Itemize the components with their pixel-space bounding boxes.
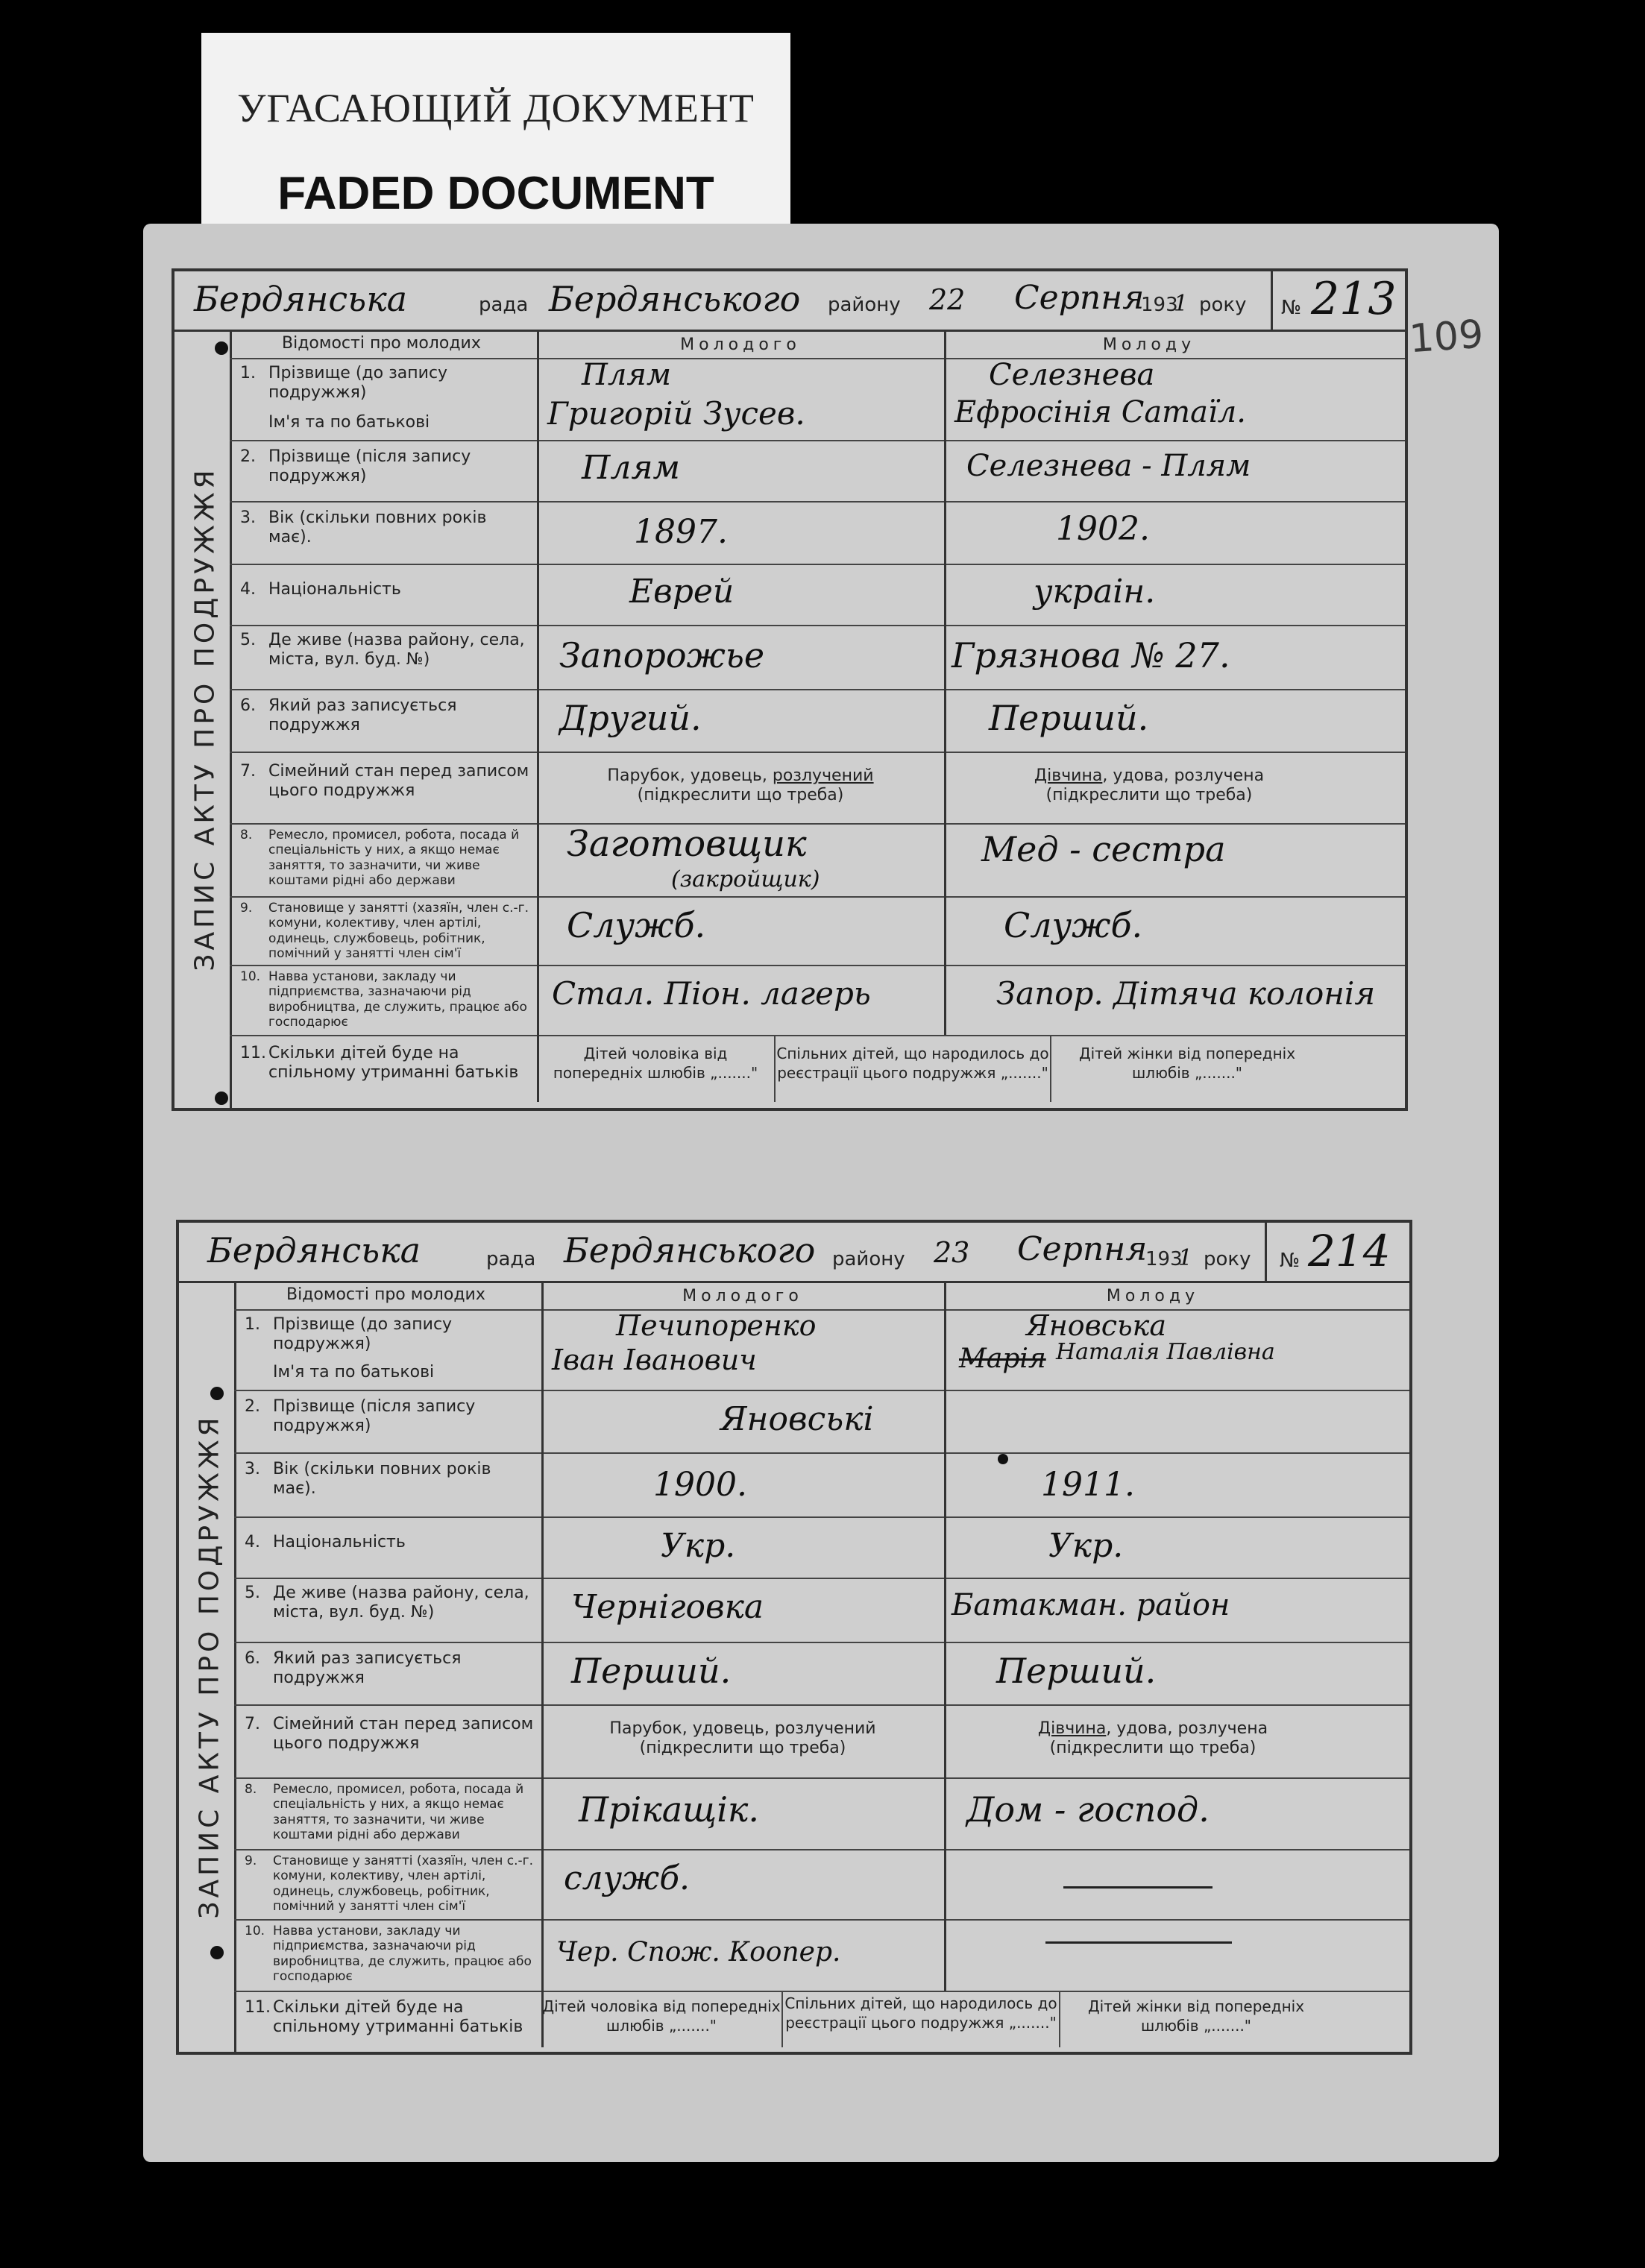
groom-header: Молодого	[682, 1287, 803, 1305]
bride-position-dash	[1063, 1886, 1212, 1889]
question-5-label: Де живе (назва району, села, міста, вул. буд. №)	[268, 631, 525, 669]
info-header: Відомості про молодих	[282, 334, 481, 353]
groom-marital-note: (підкреслити що треба)	[639, 1739, 846, 1757]
year-prefix: 193	[1145, 1248, 1183, 1270]
question-10-row: 10. Навва установи, закладу чи підприємства, зазначаючи рід виробництва, де служить, працює або господарює Стал. Піон. лагерь Запор. Дітяча колонія	[230, 965, 1405, 1036]
bride-surname-after: Селезнева - Плям	[966, 449, 1251, 483]
bride-nationality: Укр.	[1048, 1527, 1124, 1565]
question-7-label: Сімейний стан перед записом цього подружжя	[273, 1715, 534, 1753]
groom-residence: Запорожье	[559, 635, 765, 675]
groom-surname-before: Печипоренко	[616, 1309, 817, 1342]
record-number: 214	[1308, 1226, 1391, 1276]
q11-common-children: Спільних дітей, що народилось до реєстрації цього подружжя „......."	[776, 1035, 1051, 1102]
q11-common-children: Спільних дітей, що народилось до реєстрації цього подружжя „......."	[783, 1991, 1060, 2047]
question-3-label: Вік (скільки повних років має).	[268, 508, 487, 546]
bride-marital-note: (підкреслити що треба)	[1045, 786, 1253, 804]
bride-name-struck: Марія	[959, 1344, 1046, 1374]
bride-residence: Батакман. район	[952, 1588, 1230, 1622]
groom-occupation: Прікащік.	[579, 1789, 760, 1830]
bride-surname-before: Селезнева	[989, 358, 1155, 392]
groom-marital-note: (підкреслити що треба)	[637, 786, 844, 804]
bride-nationality: украін.	[1034, 573, 1156, 611]
bride-name: Ефросінія Сатаїл.	[954, 395, 1246, 429]
groom-times: Перший.	[571, 1651, 732, 1691]
number-label: №	[1281, 297, 1302, 319]
question-3-row: 3. Вік (скільки повних років має). 1897. 1902.	[230, 501, 1405, 565]
roku-label: року	[1199, 294, 1247, 316]
groom-position: Служб.	[567, 905, 706, 945]
q11-wife-children: Дітей жінки від попередніх шлюбів „......."	[1087, 1997, 1305, 2035]
groom-position: служб.	[564, 1859, 691, 1897]
question-11-row: 11. Скільки дітей буде на спільному утриманні батьків Дітей чоловіка від попередніх шлюбів „......." Спільних дітей, що народилось до реєстрації цього подружжя „......." Дітей жінки від попередніх шлюбів „......."	[230, 1035, 1405, 1102]
question-11-row: 11. Скільки дітей буде на спільному утриманні батьків Дітей чоловіка від попередніх шлюбів „......." Спільних дітей, що народилось до реєстрації цього подружжя „......." Дітей жінки від попередніх шлюбів „......."	[234, 1991, 1409, 2047]
roku-label: року	[1204, 1248, 1251, 1270]
rayon-label: району	[828, 294, 901, 316]
groom-residence: Черніговка	[571, 1588, 764, 1626]
question-8-label: Ремесло, промисел, робота, посада й спеціальність у них, а якщо немає заняття, то зазначити, чи живе коштами рідні або держави	[273, 1782, 524, 1843]
question-9-label: Становище у занятті (хазяїн, член с.-г. комуни, колективу, член артілі, одинець, службовець, робітник, помічний у занятті член сім'ї	[273, 1853, 533, 1915]
groom-age: 1897.	[634, 513, 728, 551]
bride-workplace-dash	[1045, 1941, 1232, 1944]
question-7-row: 7. Сімейний стан перед записом цього подружжя Парубок, удовець, розлучений (підкреслити що треба) Дівчина, удова, розлучена (підкреслити що треба)	[234, 1704, 1409, 1779]
question-5-label: Де живе (назва району, села, міста, вул. буд. №)	[273, 1584, 529, 1622]
day-value: 22	[929, 283, 966, 316]
question-3-row: 3. Вік (скільки повних років має). 1900. 1911.	[234, 1452, 1409, 1518]
question-8-row: 8. Ремесло, промисел, робота, посада й спеціальність у них, а якщо немає заняття, то зазначити, чи живе коштами рідні або держави Заготовщик (закройщик) Мед - сестра	[230, 823, 1405, 898]
column-header-row	[230, 330, 1405, 359]
bride-residence: Грязнова № 27.	[952, 635, 1230, 675]
question-11-label: Скільки дітей буде на спільному утриманні батьків	[273, 1998, 523, 2036]
bride-times: Перший.	[996, 1651, 1157, 1691]
groom-marital-options: Парубок, удовець, розлучений	[607, 766, 874, 785]
marriage-record-2	[176, 1220, 1412, 2055]
groom-times: Другий.	[559, 698, 702, 738]
question-4-row: 4. Національність Еврей украін.	[230, 564, 1405, 626]
bride-header: Молоду	[1102, 336, 1196, 354]
question-10-label: Навва установи, закладу чи підприємства, зазначаючи рід виробництва, де служить, працює або господарює	[268, 969, 527, 1030]
question-6-label: Який раз записується подружжя	[273, 1649, 462, 1687]
label-english: FADED DOCUMENT	[277, 168, 714, 219]
question-4-label: Національність	[273, 1533, 406, 1552]
rada-label: рада	[479, 294, 529, 316]
q11-wife-children: Дітей жінки від попередніх шлюбів „......."	[1078, 1045, 1296, 1082]
rada-label: рада	[486, 1248, 536, 1270]
bride-marital-options: Дівчина, удова, розлучена	[1034, 766, 1265, 785]
groom-header: Молодого	[680, 336, 801, 354]
info-header: Відомості про молодих	[286, 1285, 485, 1304]
label-russian: УГАСАЮЩИЙ ДОКУМЕНТ	[237, 86, 755, 130]
bride-age: 1911.	[1041, 1466, 1135, 1504]
question-9-row: 9. Становище у занятті (хазяїн, член с.-г. комуни, колективу, член артілі, одинець, службовець, робітник, помічний у занятті член сім'ї служб.	[234, 1849, 1409, 1921]
rada-value: Бердянська	[194, 279, 408, 319]
bride-marital-options: Дівчина, удова, розлучена	[1037, 1719, 1268, 1738]
punch-hole	[210, 1387, 224, 1400]
number-label: №	[1280, 1250, 1300, 1272]
bride-name: Наталія Павлівна	[1056, 1339, 1275, 1365]
question-6-label: Який раз записується подружжя	[268, 696, 457, 734]
year-digit: 1	[1174, 291, 1189, 317]
groom-nationality: Укр.	[661, 1527, 736, 1565]
groom-surname-after: Плям	[582, 449, 680, 487]
bride-times: Перший.	[989, 698, 1149, 738]
groom-surname-after: Яновські	[720, 1400, 874, 1438]
groom-nationality: Еврей	[629, 573, 735, 611]
record-header	[174, 271, 1405, 332]
column-header-row	[234, 1281, 1409, 1311]
groom-marital-options: Парубок, удовець, розлучений	[609, 1719, 876, 1738]
rayon-label: району	[832, 1248, 905, 1270]
day-value: 23	[934, 1236, 970, 1269]
month-value: Серпня	[1017, 1230, 1148, 1268]
groom-age: 1900.	[653, 1466, 747, 1504]
question-8-row: 8. Ремесло, промисел, робота, посада й спеціальність у них, а якщо немає заняття, то зазначити, чи живе коштами рідні або держави Прікащік. Дом - господ.	[234, 1777, 1409, 1850]
question-7-label: Сімейний стан перед записом цього подружжя	[268, 762, 529, 800]
groom-name: Григорій Зусев.	[547, 395, 805, 432]
bride-header: Молоду	[1106, 1287, 1200, 1305]
punch-hole	[215, 1092, 228, 1105]
question-9-row: 9. Становище у занятті (хазяїн, член с.-г. комуни, колективу, член артілі, одинець, службовець, робітник, помічний у занятті член сім'ї Служб. Служб.	[230, 896, 1405, 966]
folio-number: 109	[1408, 312, 1485, 362]
q11-husband-children: Дітей чоловіка від попередніх шлюбів „......."	[537, 1035, 776, 1102]
question-1-row: 1. Прізвище (до запису подружжя) Ім'я та по батькові Плям Григорій Зусев. Селезнева Ефросінія Сатаїл.	[230, 358, 1405, 441]
bride-age: 1902.	[1056, 510, 1150, 548]
question-2-label: Прізвище (після запису подружжя)	[268, 447, 471, 485]
question-4-row: 4. Національність Укр. Укр.	[234, 1516, 1409, 1579]
question-1-sublabel: Ім'я та по батькові	[268, 413, 430, 432]
question-4-label: Національність	[268, 580, 401, 599]
question-5-row: 5. Де живе (назва району, села, міста, вул. буд. №) Запорожье Грязнова № 27.	[230, 625, 1405, 690]
bride-position: Служб.	[1004, 905, 1143, 945]
question-1-sublabel: Ім'я та по батькові	[273, 1363, 435, 1382]
punch-hole	[210, 1946, 224, 1959]
question-7-row: 7. Сімейний стан перед записом цього подружжя Парубок, удовець, розлучений (підкреслити що треба) Дівчина, удова, розлучена (підкреслити що треба)	[230, 752, 1405, 825]
question-1-row: 1. Прізвище (до запису подружжя) Ім'я та по батькові Печипоренко Іван Іванович Яновська Марія Наталія Павлівна	[234, 1309, 1409, 1391]
question-6-row: 6. Який раз записується подружжя Перший. Перший.	[234, 1642, 1409, 1706]
bride-workplace: Запор. Дітяча колонія	[996, 975, 1376, 1012]
bride-occupation: Мед - сестра	[981, 829, 1226, 869]
question-8-label: Ремесло, промисел, робота, посада й спеціальність у них, а якщо немає заняття, то зазначити, чи живе коштами рідні або держави	[268, 828, 520, 889]
rayon-value: Бердянського	[549, 279, 801, 319]
side-title: ЗАПИС АКТУ ПРО ПОДРУЖЖЯ	[185, 1281, 236, 2052]
question-1-label: Прізвище (до запису подружжя)	[273, 1315, 453, 1353]
year-prefix: 193	[1141, 294, 1178, 316]
question-9-label: Становище у занятті (хазяїн, член с.-г. комуни, колективу, член артілі, одинець, службовець, робітник, помічний у занятті член сім'ї	[268, 901, 529, 962]
question-1-label: Прізвище (до запису подружжя)	[268, 364, 448, 402]
year-digit: 1	[1178, 1245, 1193, 1271]
question-6-row: 6. Який раз записується подружжя Другий. Перший.	[230, 689, 1405, 753]
groom-occupation: Заготовщик	[567, 823, 807, 865]
question-2-row: 2. Прізвище (після запису подружжя) Яновські	[234, 1390, 1409, 1454]
question-2-label: Прізвище (після запису подружжя)	[273, 1397, 476, 1435]
marriage-record-1	[172, 268, 1408, 1111]
month-value: Серпня	[1014, 279, 1145, 317]
rayon-value: Бердянського	[564, 1230, 816, 1270]
faded-document-label	[201, 33, 790, 233]
groom-workplace: Стал. Піон. лагерь	[552, 975, 871, 1012]
side-title: ЗАПИС АКТУ ПРО ПОДРУЖЖЯ	[180, 330, 232, 1108]
bride-surname-before: Яновська	[1026, 1309, 1167, 1342]
record-header	[179, 1223, 1409, 1283]
groom-surname-before: Плям	[582, 358, 671, 392]
punch-hole	[215, 341, 228, 355]
question-11-label: Скільки дітей буде на спільному утриманні батьків	[268, 1044, 519, 1082]
question-2-row: 2. Прізвище (після запису подружжя) Плям Селезнева - Плям	[230, 440, 1405, 503]
record-number: 213	[1311, 273, 1397, 325]
bride-occupation: Дом - господ.	[966, 1789, 1210, 1830]
groom-occupation-note: (закройщик)	[671, 866, 820, 892]
question-10-row: 10. Навва установи, закладу чи підприємства, зазначаючи рід виробництва, де служить, працює або господарює Чер. Спож. Коопер.	[234, 1919, 1409, 1992]
question-10-label: Навва установи, закладу чи підприємства, зазначаючи рід виробництва, де служить, працює або господарює	[273, 1924, 532, 1985]
question-5-row: 5. Де живе (назва району, села, міста, вул. буд. №) Черніговка Батакман. район	[234, 1578, 1409, 1643]
q11-husband-children: Дітей чоловіка від попередніх шлюбів „......."	[541, 1991, 783, 2047]
bride-marital-note: (підкреслити що треба)	[1049, 1739, 1256, 1757]
groom-name: Іван Іванович	[552, 1344, 757, 1376]
question-3-label: Вік (скільки повних років має).	[273, 1460, 491, 1498]
rada-value: Бердянська	[207, 1230, 421, 1270]
groom-workplace: Чер. Спож. Коопер.	[556, 1937, 841, 1968]
